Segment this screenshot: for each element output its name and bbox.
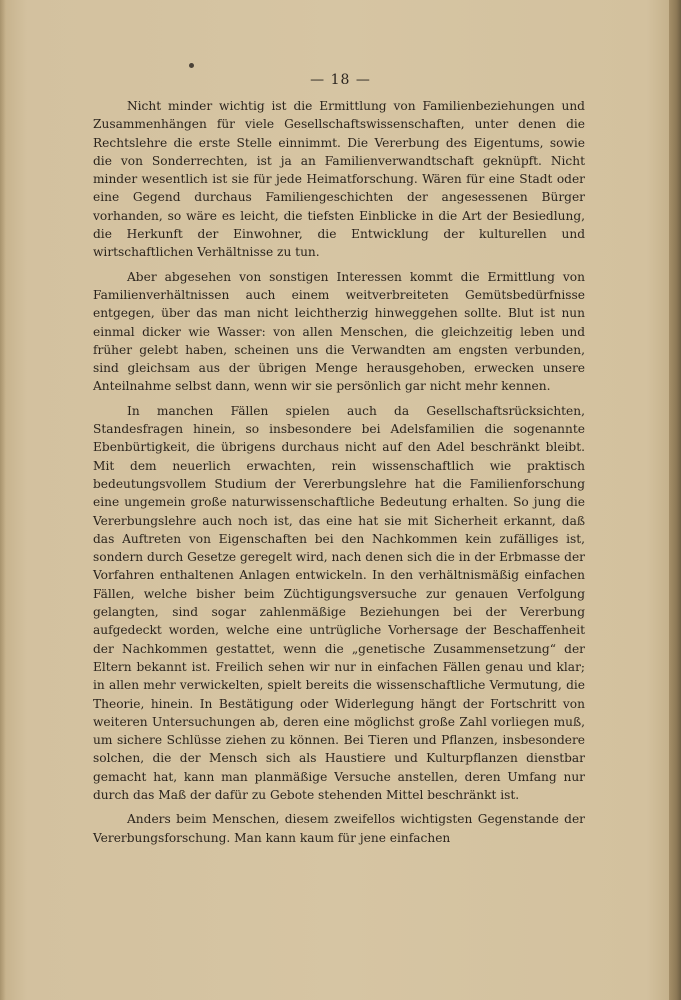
paragraph-3: In manchen Fällen spielen auch da Gesellschaftsrücksichten, Standesfragen hinein, so insbesondere bei Adelsfamilien die sogenannte Ebenbürtigkeit, die übrigens durchaus nicht auf den Adel beschränkt bleibt. Mit dem neuerlich erwachten, rein wissenschaftlich wie praktisch bedeutungsvollem Studium der Vererbungslehre hat die Familienforschung eine ungemein große naturwissenschaftliche Bedeutung erhalten. So jung die Vererbungslehre auch noch ist, das eine hat sie mit Sicherheit erkannt, daß das Auftreten von Eigenschaften bei den Nachkommen kein zufälliges ist, sondern durch Gesetze geregelt wird, nach denen sich die in der Erbmasse der Vorfahren enthaltenen Anlagen entwickeln. In den verhältnismäßig einfachen Fällen, welche bisher beim Züchtigungsversuche zur genauen Verfolgung gelangten, sind sogar zahlenmäßige Beziehungen bei der Vererbung aufgedeckt worden, welche eine untrügliche Vorhersage der Beschaffenheit der Nachkommen gestattet, wenn die „genetische Zusammensetzung“ der Eltern bekannt ist. Freilich sehen wir nur in einfachen Fällen genau und klar; in allen mehr verwickelten, spielt bereits die wissenschaftliche Vermutung, die Theorie, hinein. In Bestätigung oder Widerlegung hängt der Fortschritt von weiteren Untersuchungen ab, deren eine möglichst große Zahl vorliegen muß, um sichere Schlüsse ziehen zu können. Bei Tieren und Pflanzen, insbesondere solchen, die der Mensch sich als Haustiere und Kulturpflanzen dienstbar gemacht hat, kann man planmäßige Versuche anstellen, deren Umfang nur durch das Maß der dafür zu Gebote stehenden Mittel beschränkt ist. <box>93 403 585 802</box>
body-text <box>93 97 585 853</box>
page-left-edge <box>0 0 6 1000</box>
page-number: — 18 — <box>310 72 371 88</box>
paragraph-4: Anders beim Menschen, diesem zweifellos wichtigsten Gegenstande der Vererbungsforschung. Man kann kaum für jene einfachen <box>93 812 585 845</box>
page-right-edge <box>669 0 681 1000</box>
ink-speck <box>189 63 194 68</box>
paragraph-2: Aber abgesehen von sonstigen Interessen kommt die Ermittlung von Familienverhältnissen auch einem weitverbreiteten Gemütsbedürfnisse entgegen, über das man nicht leichtherzig hinweggehen sollte. Blut ist nun einmal dicker wie Wasser: von allen Menschen, die gleichzeitig leben und früher gelebt haben, scheinen uns die Verwandten am engsten verbunden, sind gleichsam aus der übrigen Menge herausgehoben, erwecken unsere Anteilnahme selbst dann, wenn wir sie persönlich gar nicht mehr kennen. <box>93 269 585 394</box>
paragraph-1: Nicht minder wichtig ist die Ermittlung von Familienbeziehungen und Zusammenhängen für viele Gesellschaftswissenschaften, unter denen die Rechtslehre die erste Stelle einnimmt. Die Vererbung des Eigentums, sowie die von Sonderrechten, ist ja an Familienverwandtschaft geknüpft. Nicht minder wesentlich ist sie für jede Heimatforschung. Wären für eine Stadt oder eine Gegend durchaus Familiengeschichten der angesessenen Bürger vorhanden, so wäre es leicht, die tiefsten Einblicke in die Art der Besiedlung, die Herkunft der Einwohner, die Entwicklung der kulturellen und wirtschaftlichen Verhältnisse zu tun. <box>93 99 585 260</box>
